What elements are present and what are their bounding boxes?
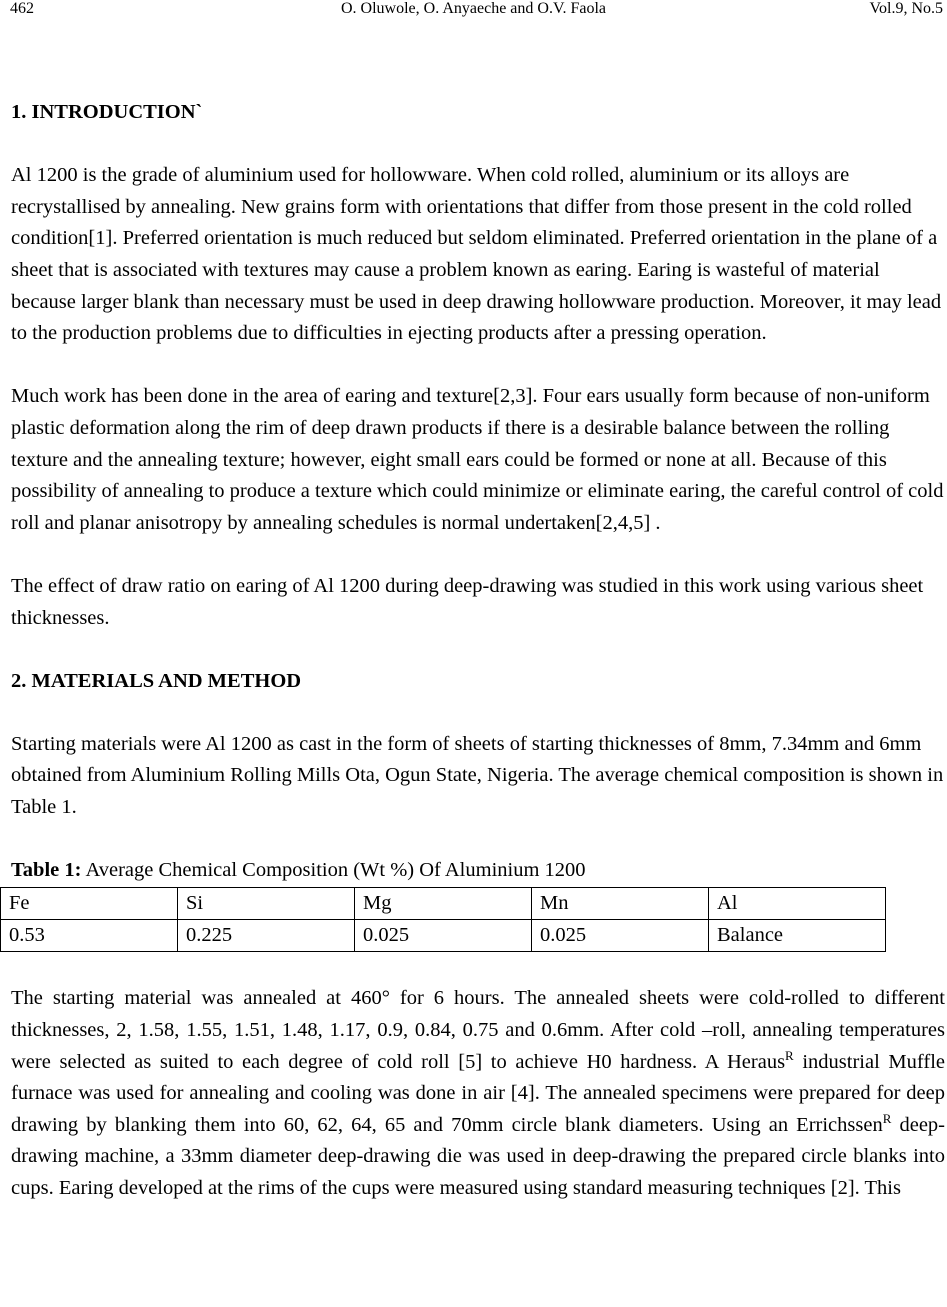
table-header-cell: Mg bbox=[355, 887, 532, 919]
paragraph-text: industrial Muffle furnace was used for annealing and cooling was done in air [4]. The annealed specimens were prepared for deep drawing by blanking them into 60, 62, 64, 65 and 70mm circle blank diameters. Using an Errichssen bbox=[11, 1050, 945, 1136]
section-heading-materials: 2. MATERIALS AND METHOD bbox=[11, 669, 302, 692]
section-heading-introduction: 1. INTRODUCTION` bbox=[11, 101, 203, 123]
table-header-cell: Si bbox=[178, 887, 355, 919]
registered-superscript: R bbox=[785, 1047, 794, 1063]
table-header-cell: Al bbox=[709, 887, 886, 919]
registered-superscript: R bbox=[882, 1110, 892, 1126]
table-header-cell: Fe bbox=[1, 887, 178, 919]
intro-paragraph-3: The effect of draw ratio on earing of Al 1200 during deep-drawing was studied in this work using various sheet thicknesses. bbox=[11, 574, 924, 629]
journal-volume: Vol.9, No.5 bbox=[869, 0, 943, 17]
table-row bbox=[1, 919, 886, 951]
composition-table bbox=[0, 887, 886, 952]
table-label: Table 1: bbox=[11, 859, 82, 882]
article-body bbox=[11, 97, 945, 1205]
paragraph-text: The starting material was annealed at 460° for 6 hours. The annealed sheets were cold-rolled to different thicknesses, 2, 1.58, 1.55, 1.51, 1.48, 1.17, 0.9, 0.84, 0.75 and 0.6mm. After cold –roll, annealing temperatures were selected as suited to each degree of cold roll [5] to achieve H0 hardness. A Heraus bbox=[11, 987, 945, 1073]
running-header bbox=[0, 0, 947, 30]
running-authors: O. Oluwole, O. Anyaeche and O.V. Faola bbox=[341, 0, 606, 17]
table-header-row bbox=[1, 887, 886, 919]
page-number: 462 bbox=[10, 0, 34, 17]
table-cell: Balance bbox=[709, 919, 886, 951]
materials-paragraph-2 bbox=[11, 983, 945, 1204]
table-caption-text: Average Chemical Composition (Wt %) Of Aluminium 1200 bbox=[81, 859, 586, 882]
table-cell: 0.53 bbox=[1, 919, 178, 951]
table-caption bbox=[11, 855, 945, 887]
intro-paragraph-2: Much work has been done in the area of earing and texture[2,3]. Four ears usually form because of non-uniform plastic deformation along the rim of deep drawn products if there is a desirable balance between the rolling texture and the annealing texture; however, eight small ears could be formed or none at all. Because of this possibility of annealing to produce a texture which could minimize or eliminate earing, the careful control of cold roll and planar anisotropy by annealing schedules is normal undertaken[2,4,5] . bbox=[11, 385, 944, 534]
table-cell: 0.025 bbox=[532, 919, 709, 951]
paragraph-text: deep-drawing machine, a 33mm diameter deep-drawing die was used in deep-drawing the prepared circle blanks into cups. Earing developed at the rims of the cups were measured using standard measuring techniques [2]. This bbox=[11, 1113, 945, 1199]
table-cell: 0.025 bbox=[355, 919, 532, 951]
table-cell: 0.225 bbox=[178, 919, 355, 951]
table-header-cell: Mn bbox=[532, 887, 709, 919]
materials-paragraph-1: Starting materials were Al 1200 as cast in the form of sheets of starting thicknesses of 8mm, 7.34mm and 6mm obtained from Aluminium Rolling Mills Ota, Ogun State, Nigeria. The average chemical composition is shown in Table 1. bbox=[11, 732, 944, 819]
intro-paragraph-1: Al 1200 is the grade of aluminium used for hollowware. When cold rolled, aluminium or its alloys are recrystallised by annealing. New grains form with orientations that differ from those present in the cold rolled condition[1]. Preferred orientation is much reduced but seldom eliminated. Preferred orientation in the plane of a sheet that is associated with textures may cause a problem known as earing. Earing is wasteful of material because larger blank than necessary must be used in deep drawing hollowware production. Moreover, it may lead to the production problems due to difficulties in ejecting products after a pressing operation. bbox=[11, 164, 942, 345]
